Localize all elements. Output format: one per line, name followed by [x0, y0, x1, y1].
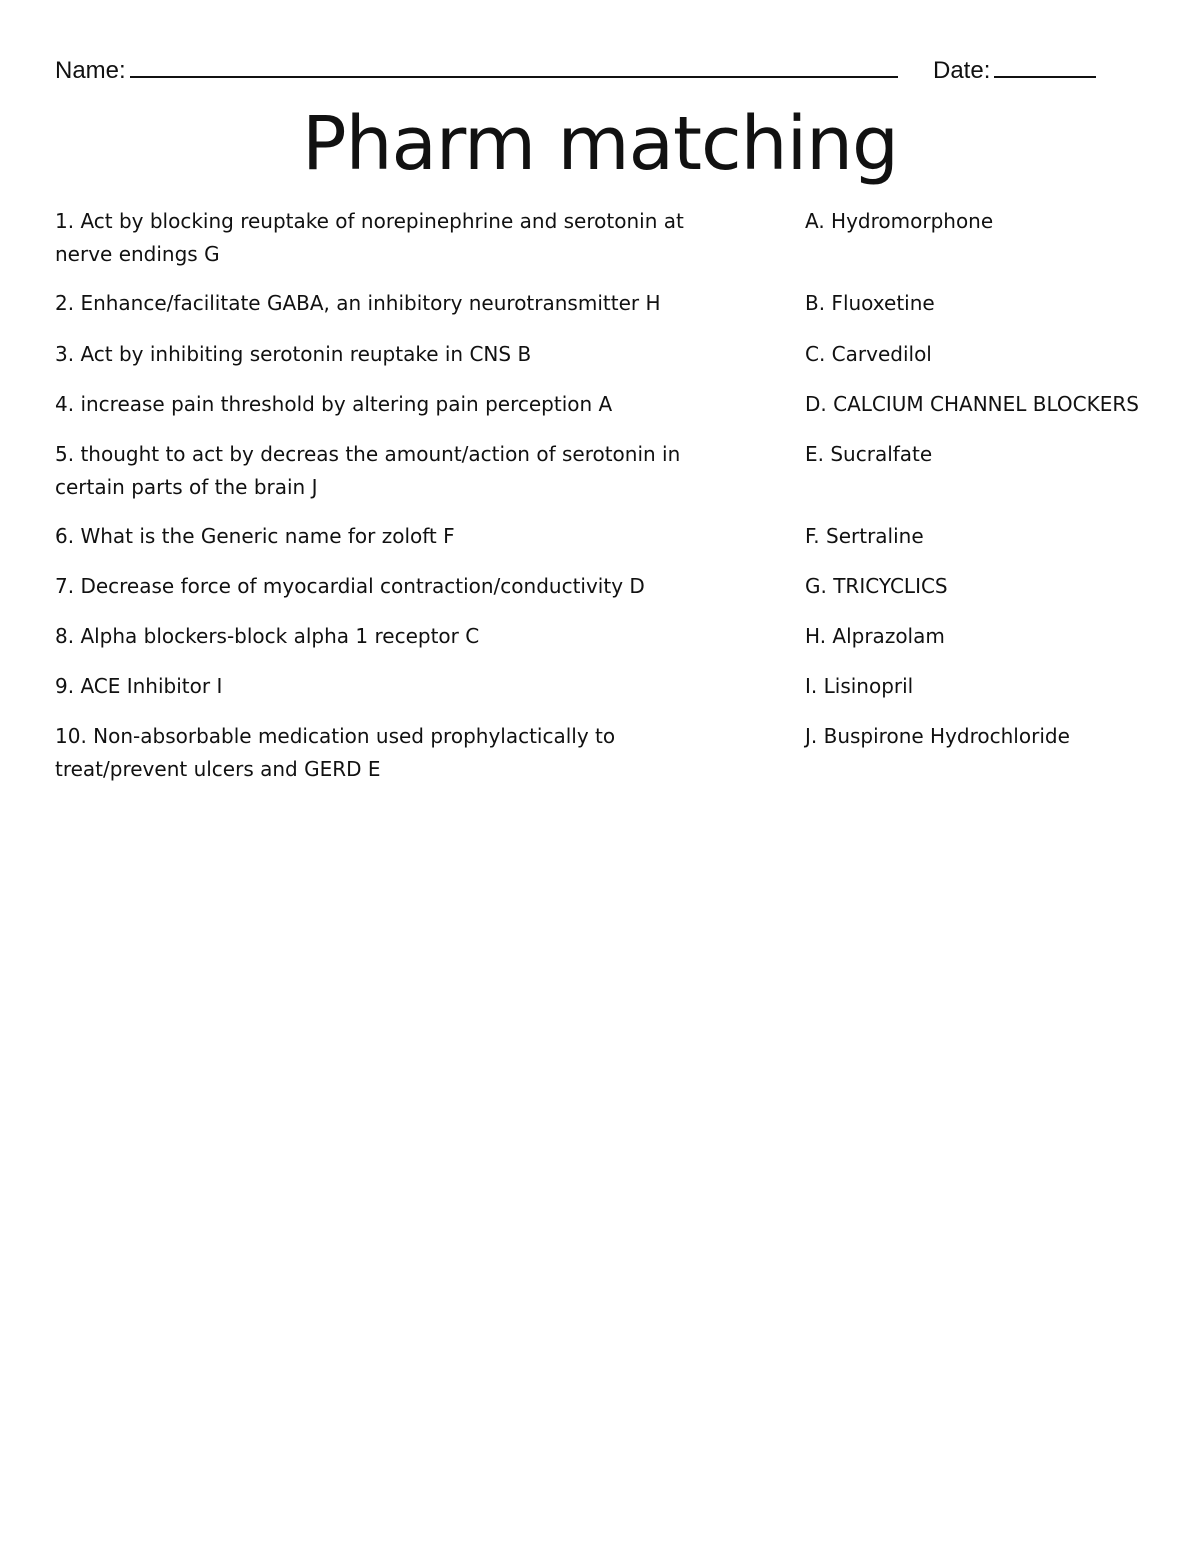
question-item: 3. Act by inhibiting serotonin reuptake in CNS B: [55, 342, 532, 366]
question-item: 4. increase pain threshold by altering pain perception A: [55, 392, 613, 416]
question-item: 9. ACE Inhibitor I: [55, 674, 223, 698]
answer-item: B. Fluoxetine: [805, 291, 935, 315]
answer-item: E. Sucralfate: [805, 442, 933, 466]
question-item: 7. Decrease force of myocardial contraction/conductivity D: [55, 574, 645, 598]
question-item: 8. Alpha blockers-block alpha 1 receptor C: [55, 624, 480, 648]
answer-item: G. TRICYCLICS: [805, 574, 948, 598]
question-item: 5. thought to act by decreas the amount/action of serotonin in certain parts of the brain J: [55, 442, 681, 499]
answer-item: H. Alprazolam: [805, 624, 945, 648]
question-item: 2. Enhance/facilitate GABA, an inhibitory neurotransmitter H: [55, 291, 661, 315]
date-label: Date:: [933, 57, 991, 84]
name-field: [55, 52, 898, 88]
question-item: 10. Non-absorbable medication used prophylactically to treat/prevent ulcers and GERD E: [55, 724, 616, 781]
answer-item: C. Carvedilol: [805, 342, 932, 366]
name-blank-line[interactable]: [130, 52, 898, 78]
answer-item: J. Buspirone Hydrochloride: [805, 724, 1070, 748]
date-field: [933, 52, 1096, 88]
answer-item: A. Hydromorphone: [805, 209, 994, 233]
answer-item: D. CALCIUM CHANNEL BLOCKERS: [805, 392, 1139, 416]
answer-item: I. Lisinopril: [805, 674, 914, 698]
header-line: [55, 52, 1105, 86]
page-title: Pharm matching: [301, 101, 899, 187]
name-label: Name:: [55, 57, 126, 84]
answer-item: F. Sertraline: [805, 524, 924, 548]
date-blank-line[interactable]: [994, 52, 1096, 78]
question-item: 6. What is the Generic name for zoloft F: [55, 524, 455, 548]
question-item: 1. Act by blocking reuptake of norepinephrine and serotonin at nerve endings G: [55, 209, 684, 266]
